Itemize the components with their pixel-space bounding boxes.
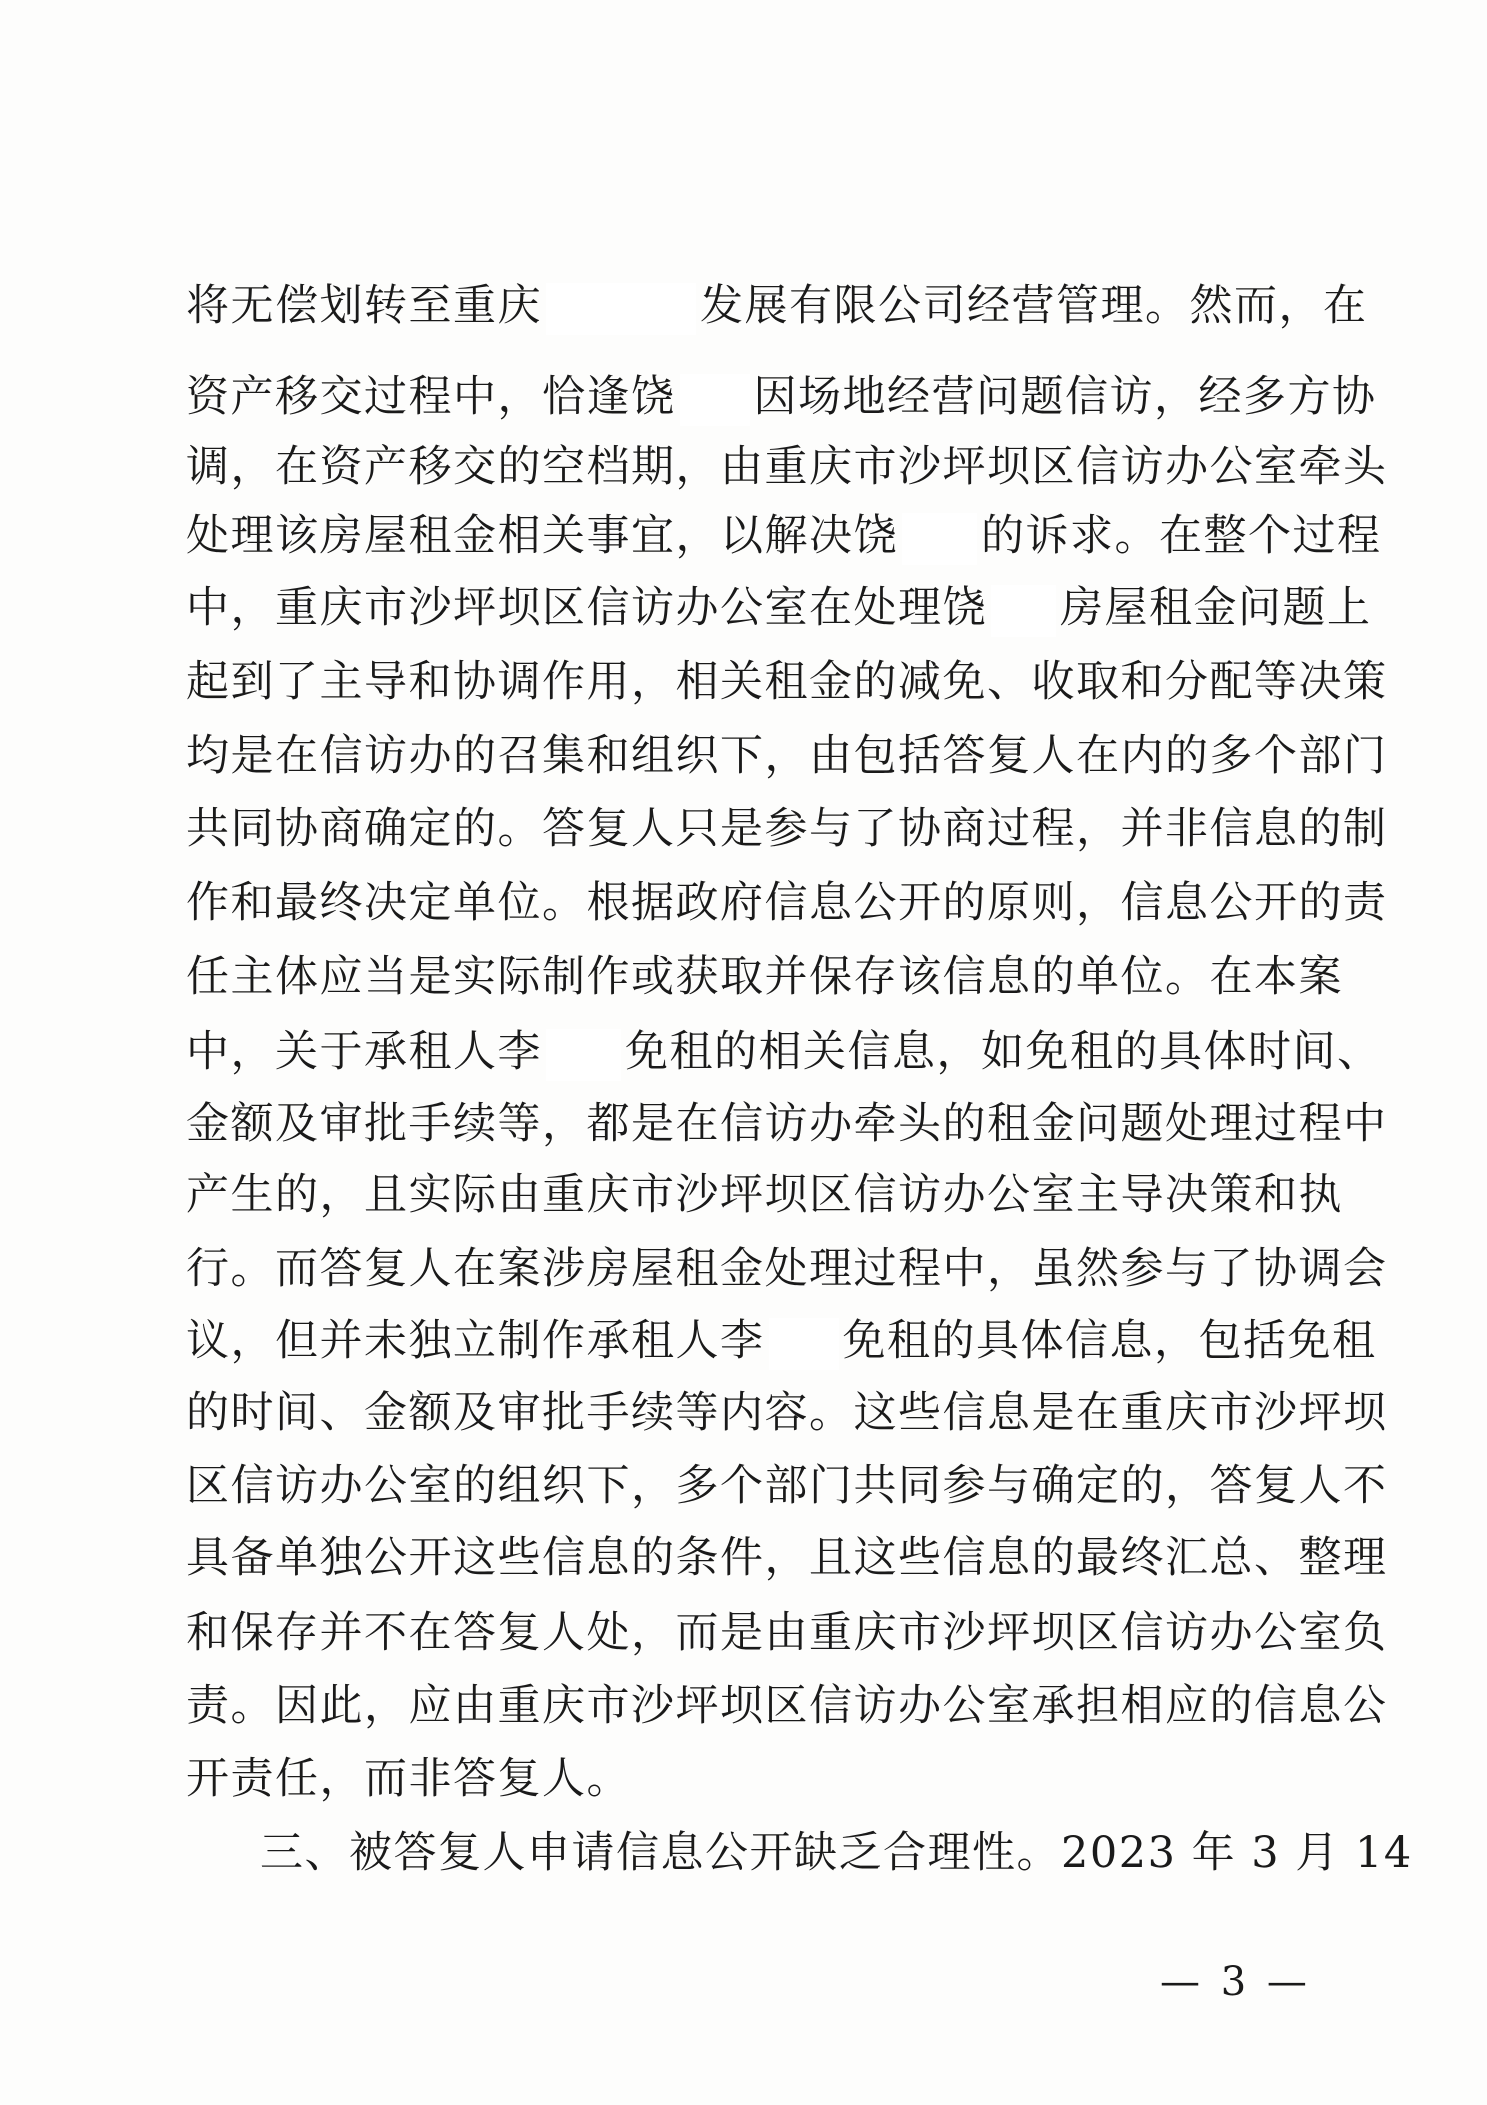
- text-line-13: [186, 1159, 1343, 1231]
- text-line-19: [186, 1597, 1388, 1669]
- text-line-9: [186, 867, 1388, 939]
- text-segment: 责。因此，应由重庆市沙坪坝区信访办公室承担相应的信息公: [186, 1681, 1388, 1731]
- text-segment: 作和最终决定单位。根据政府信息公开的原则，信息公开的责: [186, 878, 1388, 928]
- text-line-21: [186, 1743, 1316, 1815]
- text-segment: 产生的，且实际由重庆市沙坪坝区信访办公室主导决策和执: [186, 1170, 1343, 1220]
- text-line-5: [186, 572, 1372, 644]
- text-segment: 起到了主导和协调作用，相关租金的减免、收取和分配等决策: [186, 657, 1388, 707]
- text-segment: 房屋租金问题上: [1060, 583, 1372, 633]
- text-segment: 共同协商确定的。答复人只是参与了协商过程，并非信息的制: [186, 804, 1388, 854]
- text-segment: 和保存并不在答复人处，而是由重庆市沙坪坝区信访办公室负: [186, 1608, 1388, 1658]
- page-number: — 3 —: [1160, 1959, 1311, 2005]
- text-segment: 处理该房屋租金相关事宜，以解决饶: [186, 511, 898, 561]
- text-line-6: [186, 646, 1388, 718]
- redaction-block: [902, 513, 977, 565]
- redaction-block: [991, 585, 1056, 637]
- text-segment: 资产移交过程中，恰逢饶: [186, 372, 676, 422]
- text-segment: 三、被答复人申请信息公开缺乏合理性。2023 年 3 月 14: [260, 1828, 1413, 1878]
- text-segment: 开责任，而非答复人。: [186, 1754, 631, 1804]
- text-segment: 中，关于承租人李: [186, 1027, 542, 1077]
- text-segment: 的诉求。在整个过程: [981, 511, 1382, 561]
- text-segment: 任主体应当是实际制作或获取并保存该信息的单位。在本案: [186, 952, 1343, 1002]
- text-segment: 因场地经营问题信访，经多方协: [753, 372, 1377, 422]
- text-segment: 具备单独公开这些信息的条件，且这些信息的最终汇总、整理: [186, 1533, 1388, 1583]
- text-line-17: [186, 1450, 1388, 1522]
- text-line-20: [186, 1670, 1388, 1742]
- redaction-block: [680, 374, 750, 426]
- text-line-14: [186, 1233, 1388, 1305]
- text-segment: 行。而答复人在案涉房屋租金处理过程中，虽然参与了协调会: [186, 1244, 1388, 1294]
- text-line-2: [186, 361, 1377, 433]
- redaction-block: [546, 1029, 621, 1081]
- text-line-11: [186, 1016, 1382, 1088]
- redaction-block: [546, 283, 696, 335]
- text-line-12: [186, 1088, 1388, 1160]
- text-segment: 区信访办公室的组织下，多个部门共同参与确定的，答复人不: [186, 1461, 1388, 1511]
- text-line-22: [260, 1817, 1413, 1889]
- text-segment: 金额及审批手续等，都是在信访办牵头的租金问题处理过程中: [186, 1099, 1388, 1149]
- text-segment: 均是在信访办的召集和组织下，由包括答复人在内的多个部门: [186, 731, 1388, 781]
- text-segment: 将无偿划转至重庆: [186, 281, 542, 331]
- text-line-16: [186, 1377, 1388, 1449]
- text-segment: 议，但并未独立制作承租人李: [186, 1316, 765, 1366]
- text-line-18: [186, 1522, 1388, 1594]
- text-segment: 发展有限公司经营管理。然而，在: [700, 281, 1368, 331]
- text-line-7: [186, 720, 1388, 792]
- text-line-4: [186, 500, 1382, 572]
- text-segment: 的时间、金额及审批手续等内容。这些信息是在重庆市沙坪坝: [186, 1388, 1388, 1438]
- text-segment: 中，重庆市沙坪坝区信访办公室在处理饶: [186, 583, 987, 633]
- text-line-1: [186, 270, 1368, 342]
- text-line-8: [186, 793, 1388, 865]
- text-line-15: [186, 1305, 1377, 1377]
- redaction-block: [769, 1318, 839, 1370]
- text-line-10: [186, 941, 1343, 1013]
- text-segment: 调，在资产移交的空档期，由重庆市沙坪坝区信访办公室牵头: [186, 442, 1388, 492]
- text-segment: 免租的具体信息，包括免租: [842, 1316, 1377, 1366]
- text-line-3: [186, 431, 1388, 503]
- text-segment: 免租的相关信息，如免租的具体时间、: [625, 1027, 1382, 1077]
